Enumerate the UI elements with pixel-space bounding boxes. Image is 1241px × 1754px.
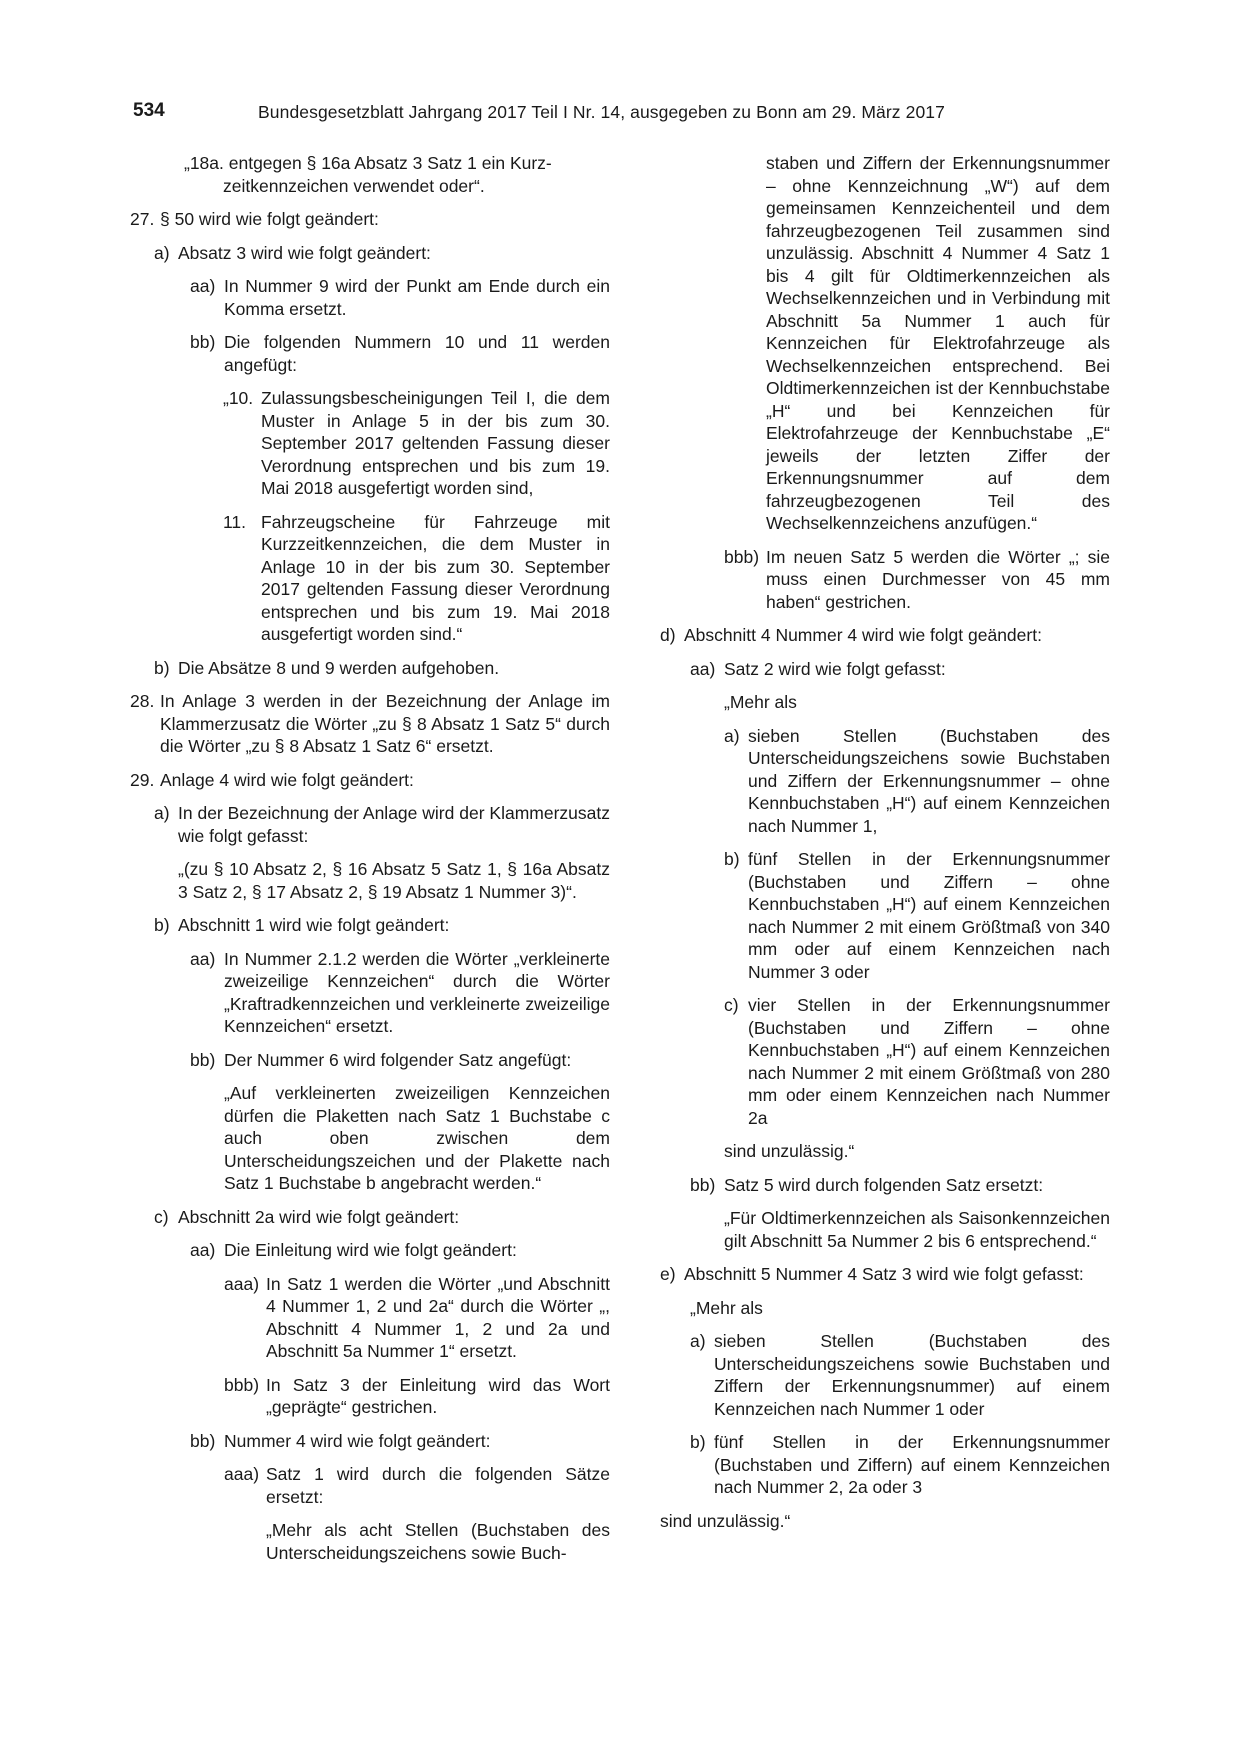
- item-label: aa): [190, 276, 216, 296]
- item-29b-bb-quote: [130, 1082, 610, 1195]
- item-27a-bb-10: [130, 387, 610, 500]
- item-label: b): [724, 849, 740, 869]
- item-label: „10.: [223, 388, 254, 408]
- item-text: Absatz 3 wird wie folgt geändert:: [178, 242, 431, 263]
- item-29e: [660, 1263, 1110, 1286]
- item-text: Anlage 4 wird wie folgt geändert:: [160, 769, 414, 790]
- item-27: [130, 208, 610, 231]
- page-number: 534: [133, 100, 165, 121]
- item-label: c): [154, 1206, 169, 1227]
- item-text: fünf Stellen in der Erkennungsnummer (Buchstaben und Ziffern) auf einem Kennzeichen nach Nummer 2, 2a oder 3: [714, 1432, 1110, 1497]
- item-29d-aa-intro: [660, 691, 1110, 714]
- item-text: Abschnitt 1 wird wie folgt geändert:: [178, 915, 450, 935]
- item-text: sind unzulässig.“: [660, 1510, 791, 1531]
- item-text: staben und Ziffern der Erkennungsnummer – ohne Kennzeichnung „W“) auf dem gemeinsamen Kennzeichenteil und dem fahrzeugbezogenen Teil zusammen sind unzulässig. Abschnitt 4 Nummer 4 Satz 1 bis 4 gilt für Oldtimerkennzeichen als Wechselkennzeichen und in Verbindung mit Abschnitt 5a Nummer 1 auch für Kennzeichen für Elektrofahrzeuge als Wechselkennzeichen entsprechend. Bei Oldtimerkennzeichen ist der Kennbuchstabe „H“ und bei Kennzeichen für Elektrofahrzeuge der Kennbuchstabe „E“ jeweils der letzten Ziffer der Erkennungsnummer auf dem fahrzeugbezogenen Teil des Wechselkennzeichens anzufügen.“: [766, 153, 1110, 533]
- item-text: In Satz 1 werden die Wörter „und Abschnitt 4 Nummer 1, 2 und 2a“ durch die Wörter „, Abschnitt 4 Nummer 1, 2 und 2a und Abschnitt 5a Nummer 1“ ersetzt.: [266, 1273, 610, 1361]
- item-29c-bb: [130, 1430, 610, 1453]
- item-text: sind unzulässig.“: [724, 1141, 855, 1161]
- item-label: a): [724, 725, 740, 746]
- item-label: c): [724, 995, 739, 1015]
- item-label: a): [690, 1331, 706, 1351]
- item-27a-bb-11: [130, 511, 610, 646]
- item-text: Satz 2 wird wie folgt gefasst:: [724, 658, 946, 679]
- item-label: aa): [690, 658, 716, 679]
- item-label: a): [154, 803, 170, 823]
- item-text: In Anlage 3 werden in der Bezeichnung der Anlage im Klammerzusatz die Wörter „zu § 8 Absatz 1 Satz 5“ durch die Wörter „zu § 8 Absatz 1 Satz 6“ ersetzt.: [160, 691, 610, 756]
- item-label: bbb): [224, 1374, 260, 1395]
- item-29e-intro: [660, 1297, 1110, 1320]
- item-text: sieben Stellen (Buchstaben des Unterscheidungszeichens sowie Buchstaben und Ziffern der Erkennungsnummer – ohne Kennbuchstaben „H“) auf einem Kennzeichen nach Nummer 1,: [748, 725, 1110, 836]
- item-text: Die Einleitung wird wie folgt geändert:: [224, 1240, 517, 1260]
- item-text: Abschnitt 4 Nummer 4 wird wie folgt geändert:: [684, 625, 1042, 645]
- item-label: 27.: [130, 209, 155, 229]
- item-text: Im neuen Satz 5 werden die Wörter „; sie muss einen Durchmesser von 45 mm haben“ gestrichen.: [766, 546, 1110, 612]
- item-text: „Mehr als acht Stellen (Buchstaben des Unterscheidungszeichens sowie Buch-: [266, 1520, 610, 1563]
- item-29a: [130, 802, 610, 847]
- item-text: Der Nummer 6 wird folgender Satz angefügt:: [224, 1049, 572, 1070]
- item-29e-a: [660, 1330, 1110, 1420]
- item-label: bb): [190, 1430, 216, 1451]
- item-29: [130, 769, 610, 792]
- item-text: In der Bezeichnung der Anlage wird der Klammerzusatz wie folgt gefasst:: [178, 803, 610, 846]
- item-29b-bb: [130, 1049, 610, 1072]
- quote-continued: [660, 152, 1110, 535]
- item-label: aa): [190, 948, 216, 969]
- item-text: zeitkennzeichen verwendet oder“.: [223, 175, 485, 196]
- item-29d-aa-a: [660, 725, 1110, 838]
- item-label: bb): [190, 1049, 216, 1070]
- page-header-title: Bundesgesetzblatt Jahrgang 2017 Teil I Nr. 14, ausgegeben zu Bonn am 29. März 2017: [258, 102, 945, 122]
- item-29c: [130, 1206, 610, 1229]
- item-text: Die folgenden Nummern 10 und 11 werden angefügt:: [224, 332, 610, 375]
- item-18a-cont: [130, 175, 610, 198]
- item-text: „Mehr als: [690, 1297, 763, 1318]
- item-text: In Nummer 9 wird der Punkt am Ende durch ein Komma ersetzt.: [224, 276, 610, 319]
- item-text: „Auf verkleinerten zweizeiligen Kennzeichen dürfen die Plaketten nach Satz 1 Buchstabe c auch oben zwischen dem Unterscheidungszeichen und der Plakette nach Satz 1 Buchstabe b angebracht werden.“: [224, 1083, 610, 1193]
- item-label: 11.: [223, 511, 247, 532]
- item-label: b): [690, 1432, 706, 1452]
- item-label: bb): [190, 332, 216, 352]
- item-text: Satz 1 wird durch die folgenden Sätze ersetzt:: [266, 1464, 610, 1507]
- item-text: § 50 wird wie folgt geändert:: [160, 209, 379, 229]
- item-label: aa): [190, 1240, 216, 1260]
- item-label: aaa): [224, 1273, 260, 1294]
- item-29d-aa-c: [660, 994, 1110, 1129]
- item-text: vier Stellen in der Erkennungsnummer (Buchstaben und Ziffern – ohne Kennbuchstaben „H“) auf einem Kennzeichen nach Nummer 2 mit einem Größtmaß von 280 mm oder einem Kennzeichen nach Nummer 2a: [748, 995, 1110, 1128]
- item-29b: [130, 914, 610, 937]
- item-label: bbb): [724, 546, 760, 567]
- item-text: Abschnitt 5 Nummer 4 Satz 3 wird wie folgt gefasst:: [684, 1264, 1084, 1284]
- item-text: In Nummer 2.1.2 werden die Wörter „verkleinerte zweizeilige Kennzeichen“ durch die Wörter „Kraftradkennzeichen und verkleinerte zweizeilige Kennzeichen“ ersetzt.: [224, 948, 610, 1036]
- item-29d: [660, 624, 1110, 647]
- item-text: „18a. entgegen § 16a Absatz 3 Satz 1 ein Kurz-: [184, 153, 552, 173]
- item-text: Fahrzeugscheine für Fahrzeuge mit Kurzzeitkennzeichen, die dem Muster in Anlage 10 in der bis zum 30. September 2017 geltenden Fassung dieser Verordnung entsprechen und bis zum 19. Mai 2018 ausgefertigt worden sind.“: [261, 511, 610, 644]
- item-18a: [130, 152, 610, 175]
- item-29e-outro: [660, 1510, 1110, 1533]
- item-29b-aa: [130, 948, 610, 1038]
- item-28: [130, 690, 610, 758]
- item-label: e): [660, 1264, 676, 1284]
- item-label: b): [154, 657, 170, 678]
- item-29c-bb-aaa: [130, 1463, 610, 1508]
- item-text: Satz 5 wird durch folgenden Satz ersetzt:: [724, 1174, 1044, 1195]
- item-text: sieben Stellen (Buchstaben des Unterscheidungszeichens sowie Buchstaben und Ziffern der Erkennungsnummer) auf einem Kennzeichen nach Nummer 1 oder: [714, 1331, 1110, 1419]
- item-text: „Für Oldtimerkennzeichen als Saisonkennzeichen gilt Abschnitt 5a Nummer 2 bis 6 entsprechend.“: [724, 1208, 1110, 1251]
- item-text: „(zu § 10 Absatz 2, § 16 Absatz 5 Satz 1, § 16a Absatz 3 Satz 2, § 17 Absatz 2, § 19 Absatz 1 Nummer 3)“.: [178, 859, 610, 902]
- item-29d-bb-quote: [660, 1207, 1110, 1252]
- item-29a-quote: [130, 858, 610, 903]
- item-29c-aa: [130, 1239, 610, 1262]
- item-text: Die Absätze 8 und 9 werden aufgehoben.: [178, 657, 500, 678]
- item-label: aaa): [224, 1464, 260, 1484]
- item-text: Abschnitt 2a wird wie folgt geändert:: [178, 1206, 460, 1227]
- item-29d-bb: [660, 1174, 1110, 1197]
- item-label: 29.: [130, 769, 155, 790]
- item-label: bb): [690, 1174, 716, 1195]
- right-column: [660, 152, 1110, 1543]
- item-27a-aa: [130, 275, 610, 320]
- item-29d-aa-b: [660, 848, 1110, 983]
- left-column: [130, 152, 610, 1575]
- item-label: d): [660, 625, 676, 645]
- item-text: Zulassungsbescheinigungen Teil I, die dem Muster in Anlage 5 in der bis zum 30. September 2017 geltenden Fassung dieser Verordnung entsprechen und bis zum 19. Mai 2018 ausgefertigt worden sind,: [261, 388, 610, 498]
- item-29c-bb-aaa-quote: [130, 1519, 610, 1564]
- item-29d-aa: [660, 658, 1110, 681]
- item-label: b): [154, 915, 170, 935]
- item-text: In Satz 3 der Einleitung wird das Wort „geprägte“ gestrichen.: [266, 1374, 610, 1417]
- item-label: a): [154, 242, 170, 263]
- item-29c-aa-bbb: [130, 1374, 610, 1419]
- item-label: 28.: [130, 691, 155, 711]
- item-29e-b: [660, 1431, 1110, 1499]
- item-text: fünf Stellen in der Erkennungsnummer (Buchstaben und Ziffern – ohne Kennbuchstaben „H“) auf einem Kennzeichen nach Nummer 2 mit einem Größtmaß von 340 mm oder auf einem Kennzeichen nach Nummer 3 oder: [748, 849, 1110, 982]
- item-text: Nummer 4 wird wie folgt geändert:: [224, 1430, 491, 1451]
- item-text: „Mehr als: [724, 692, 797, 712]
- item-27a-bb: [130, 331, 610, 376]
- item-29c-bb-bbb: [660, 546, 1110, 614]
- item-29d-aa-outro: [660, 1140, 1110, 1163]
- item-27b: [130, 657, 610, 680]
- item-29c-aa-aaa: [130, 1273, 610, 1363]
- item-27a: [130, 242, 610, 265]
